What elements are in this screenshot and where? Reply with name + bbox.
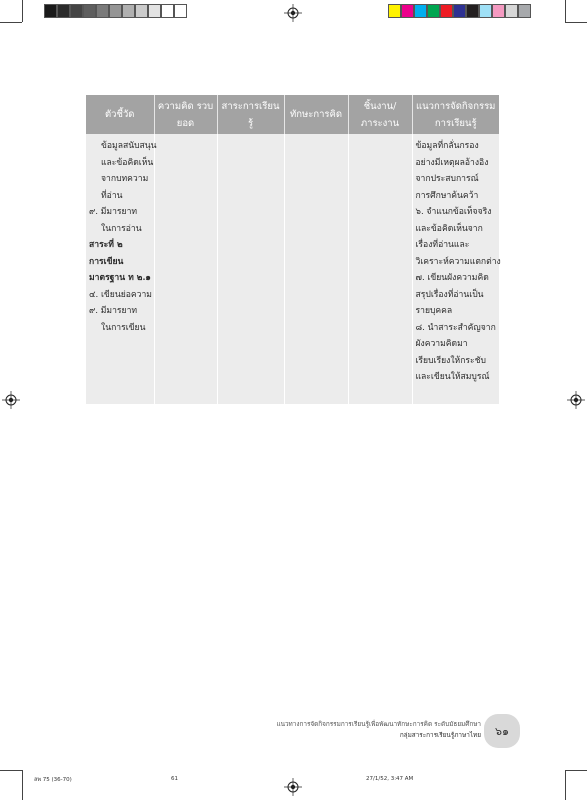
grayscale-swatch xyxy=(70,4,83,18)
crop-mark xyxy=(565,22,587,23)
grayscale-swatch xyxy=(161,4,174,18)
grayscale-calibration-strip xyxy=(44,4,187,18)
learning-plan-table xyxy=(86,95,499,404)
indicator-line: สาระที่ ๒ xyxy=(89,240,123,250)
color-swatch xyxy=(518,4,531,18)
grayscale-swatch xyxy=(96,4,109,18)
table-row xyxy=(86,134,499,404)
slug-page: 61 xyxy=(171,776,178,782)
concept-cell xyxy=(154,134,217,404)
learning-content-cell xyxy=(217,134,284,404)
footer-book-title: แนวทางการจัดกิจกรรมการเรียนรู้เพื่อพัฒนาทักษะการคิด ระดับมัธยมศึกษา xyxy=(276,720,481,728)
header-activities: แนวการจัดกิจกรรม การเรียนรู้ xyxy=(412,95,499,134)
crop-mark xyxy=(565,770,566,800)
crop-mark xyxy=(22,0,23,22)
indicator-line: ๙. มีมารยาท xyxy=(89,207,138,217)
crop-mark xyxy=(0,770,22,771)
grayscale-swatch xyxy=(122,4,135,18)
table-header-row xyxy=(86,95,499,134)
indicator-line: จากบทความ xyxy=(101,174,149,184)
indicator-line: ๙. มีมารยาท xyxy=(89,306,138,316)
color-swatch xyxy=(388,4,401,18)
grayscale-swatch xyxy=(135,4,148,18)
activity-line: การศึกษาค้นคว้า xyxy=(415,190,479,201)
activity-line: ๗. เขียนผังความคิด xyxy=(415,273,489,283)
slug-datetime: 27/1/52, 3:47 AM xyxy=(366,776,414,782)
registration-mark-icon xyxy=(284,4,302,22)
activity-line: อย่างมีเหตุผลอ้างอิง xyxy=(415,157,489,168)
header-tasks: ชิ้นงาน/ ภาระงาน xyxy=(348,95,412,134)
activity-line: จากประสบการณ์ xyxy=(415,174,479,184)
thinking-skills-cell xyxy=(284,134,348,404)
crop-mark xyxy=(565,0,566,22)
color-swatch xyxy=(453,4,466,18)
header-indicators: ตัวชี้วัด xyxy=(86,95,154,134)
grayscale-swatch xyxy=(174,4,187,18)
color-swatch xyxy=(427,4,440,18)
activity-line: ผังความคิดมา xyxy=(415,339,468,349)
registration-mark-icon xyxy=(284,778,302,796)
activity-line: วิเคราะห์ความแตกต่าง xyxy=(415,256,501,267)
indicator-line: ที่อ่าน xyxy=(101,190,123,201)
indicator-line: และข้อคิดเห็น xyxy=(101,157,154,168)
indicator-line: ในการอ่าน xyxy=(101,223,142,234)
activities-cell xyxy=(412,134,499,404)
crop-mark xyxy=(22,770,23,800)
footer-subject: กลุ่มสาระการเรียนรู้ภาษาไทย xyxy=(399,731,481,739)
activity-line: ๘. นำสาระสำคัญจาก xyxy=(415,322,496,333)
indicator-line: มาตรฐาน ท ๒.๑ xyxy=(89,273,151,283)
header-concept: ความคิด รวบยอด xyxy=(154,95,217,134)
indicator-line: การเขียน xyxy=(89,256,124,267)
color-swatch xyxy=(440,4,453,18)
color-calibration-strip xyxy=(388,4,531,18)
slug-file: ลพ 75 (36-70) xyxy=(34,777,72,783)
indicator-line: ข้อมูลสนับสนุน xyxy=(101,141,157,151)
activity-line: และเขียนให้สมบูรณ์ xyxy=(415,372,490,382)
activity-line: เรียบเรียงให้กระชับ xyxy=(415,355,486,366)
indicator-line: ๔. เขียนย่อความ xyxy=(89,289,152,300)
activity-line: ข้อมูลที่กลั่นกรอง xyxy=(415,141,479,151)
header-learning-content: สาระการเรียนรู้ xyxy=(217,95,284,134)
grayscale-swatch xyxy=(148,4,161,18)
header-thinking-skills: ทักษะการคิด xyxy=(284,95,348,134)
grayscale-swatch xyxy=(83,4,96,18)
grayscale-swatch xyxy=(109,4,122,18)
color-swatch xyxy=(414,4,427,18)
activity-line: ๖. จำแนกข้อเท็จจริง xyxy=(415,207,492,217)
color-swatch xyxy=(505,4,518,18)
indicator-line: ในการเขียน xyxy=(101,322,146,333)
color-swatch xyxy=(479,4,492,18)
tasks-cell xyxy=(348,134,412,404)
crop-mark xyxy=(0,22,22,23)
color-swatch xyxy=(466,4,479,18)
grayscale-swatch xyxy=(57,4,70,18)
grayscale-swatch xyxy=(44,4,57,18)
activity-line: เรื่องที่อ่านและ xyxy=(415,240,470,250)
color-swatch xyxy=(492,4,505,18)
color-swatch xyxy=(401,4,414,18)
activity-line: รายบุคคล xyxy=(415,306,453,316)
registration-mark-icon xyxy=(567,391,585,409)
activity-line: และข้อคิดเห็นจาก xyxy=(415,223,483,234)
registration-mark-icon xyxy=(2,391,20,409)
indicators-cell xyxy=(86,134,157,404)
page-number-badge: ๖๑ xyxy=(484,714,520,748)
activity-line: สรุปเรื่องที่อ่านเป็น xyxy=(415,289,484,300)
crop-mark xyxy=(565,770,587,771)
